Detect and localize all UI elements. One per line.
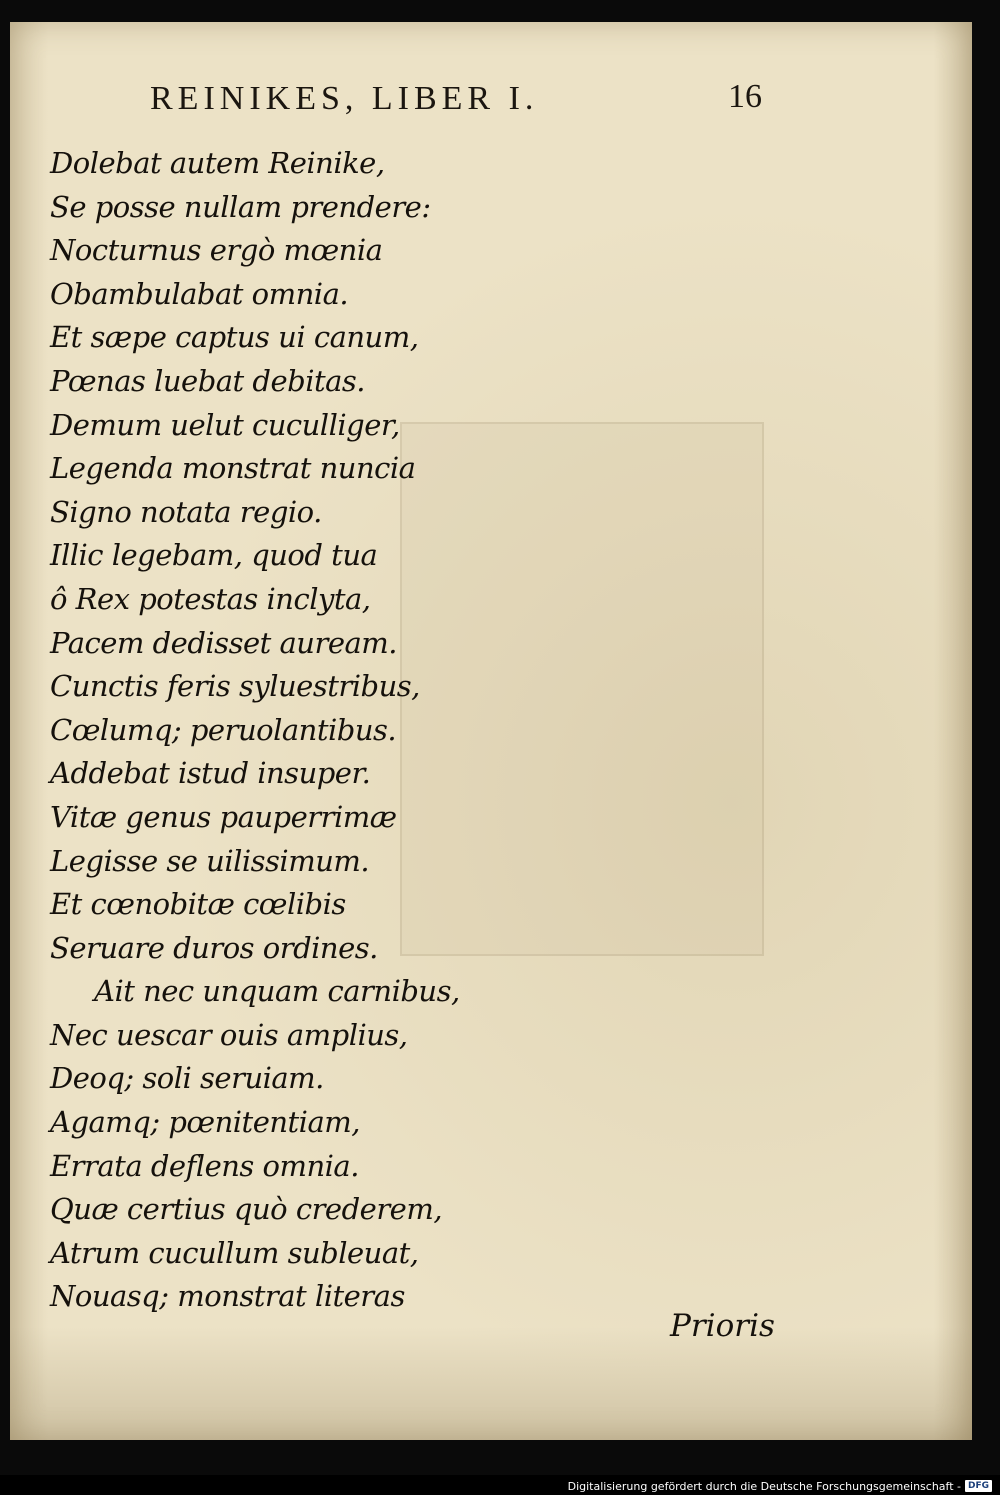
verse-line: Se posse nullam prendere: xyxy=(50,189,431,224)
dfg-logo-icon: DFG xyxy=(965,1480,992,1492)
verse-line: Obambulabat omnia. xyxy=(50,276,349,311)
verse-line: Pacem dedisset auream. xyxy=(50,625,397,660)
verse-line: Nocturnus ergò mœnia xyxy=(50,233,383,268)
verse-line: Cunctis feris syluestribus, xyxy=(50,669,420,704)
catchword: Prioris xyxy=(670,1308,775,1344)
verse-line: Legenda monstrat nuncia xyxy=(50,451,416,486)
verse-line: Deoq; soli seruiam. xyxy=(50,1061,324,1096)
verse-line: Agamq; pœnitentiam, xyxy=(50,1105,360,1140)
verse-line: Et sæpe captus ui canum, xyxy=(50,320,419,355)
verse-line: Ait nec unquam carnibus, xyxy=(94,974,460,1009)
verse-line: Demum uelut cuculliger, xyxy=(50,407,400,442)
verse-line: Et cœnobitæ cœlibis xyxy=(50,887,346,922)
book-page xyxy=(10,22,972,1440)
verse-block xyxy=(50,142,460,1319)
verse-line: Atrum cucullum subleuat, xyxy=(50,1235,419,1270)
verse-line: Legisse se uilissimum. xyxy=(50,843,370,878)
verse-line: Nouasq; monstrat literas xyxy=(50,1279,405,1314)
verse-line: Cœlumq; peruolantibus. xyxy=(50,712,397,747)
verse-line: Seruare duros ordines. xyxy=(50,930,378,965)
verse-line: Nec uescar ouis amplius, xyxy=(50,1017,408,1052)
verse-line: ô Rex potestas inclyta, xyxy=(50,581,371,616)
verse-line: Quæ certius quò crederem, xyxy=(50,1192,443,1227)
verse-line: Signo notata regio. xyxy=(50,494,322,529)
credit-text: Digitalisierung gefördert durch die Deutsche Forschungsgemeinschaft - xyxy=(567,1479,961,1493)
verse-line: Illic legebam, quod tua xyxy=(50,538,378,573)
verse-line: Vitæ genus pauperrimæ xyxy=(50,799,397,834)
digitization-credit xyxy=(568,1477,992,1495)
running-head: REINIKES, LIBER I. xyxy=(150,80,539,117)
page-number: 16 xyxy=(728,78,762,115)
verse-line: Addebat istud insuper. xyxy=(50,756,371,791)
verse-line: Pœnas luebat debitas. xyxy=(50,363,366,398)
verse-line: Errata deflens omnia. xyxy=(50,1148,359,1183)
verse-line: Dolebat autem Reinike, xyxy=(50,146,385,180)
